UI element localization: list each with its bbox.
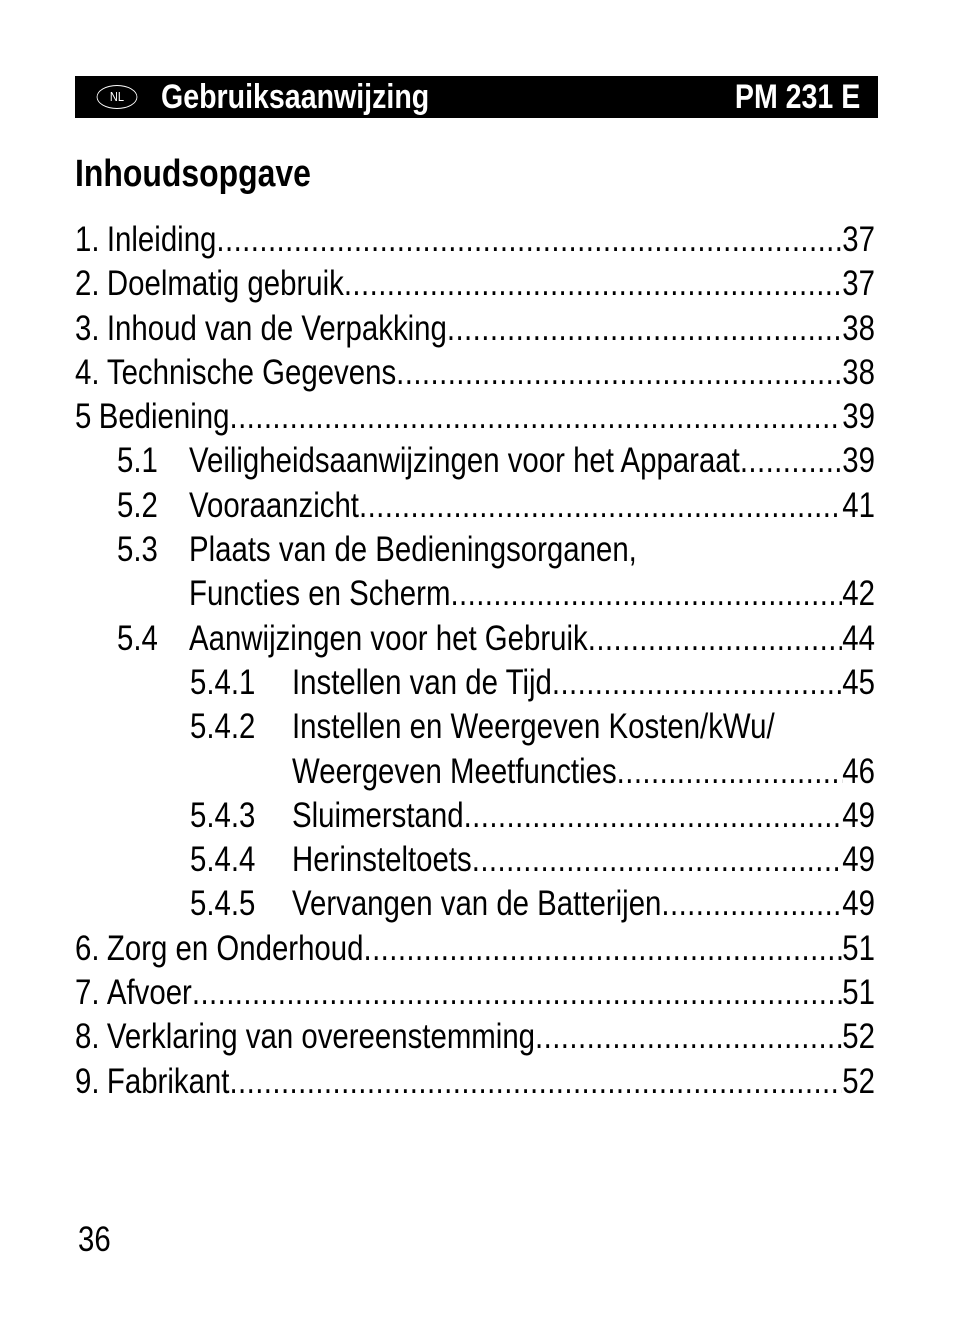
toc-entry-label: Verklaring van overeenstemming (106, 1017, 536, 1057)
toc-leader-dots (535, 1015, 842, 1059)
toc-entry-label: Aanwijzingen voor het Gebruik (188, 618, 588, 658)
toc-entry-label: Zorg en Onderhoud (106, 928, 364, 968)
header-model: PM 231 E (734, 78, 860, 116)
toc-entry (75, 794, 875, 838)
toc-entry-page: 37 (842, 264, 875, 304)
toc-leader-dots (229, 395, 842, 439)
toc-leader-dots (344, 262, 842, 306)
toc-entry-page: 51 (842, 973, 875, 1013)
toc-entry-label: Vooraanzicht (188, 485, 359, 525)
toc-entry-page: 44 (842, 618, 875, 658)
toc-leader-dots (359, 484, 842, 528)
toc-entry-number (117, 572, 189, 616)
toc-entry-number: 1. (75, 220, 100, 259)
toc-entry (75, 307, 875, 351)
toc-leader-dots (229, 1060, 842, 1104)
toc-entry-page: 49 (842, 795, 875, 835)
toc-entry-label: Doelmatig gebruik (106, 264, 344, 304)
toc-entry (75, 617, 875, 661)
toc-entry-page: 38 (842, 308, 875, 348)
toc-leader-dots (396, 351, 842, 395)
toc-leader-dots (617, 750, 843, 794)
toc-entry (75, 661, 875, 705)
toc-entry (75, 1015, 875, 1059)
toc-entry-number: 2. (75, 264, 100, 304)
toc-entry-page: 45 (842, 662, 875, 702)
toc-entry-page: 37 (842, 220, 875, 259)
toc-entry-label: Functies en Scherm (188, 574, 451, 614)
toc-entry-page: 38 (842, 352, 875, 392)
toc-entry (75, 705, 875, 749)
toc-entry (75, 484, 875, 528)
header-bar (75, 76, 878, 118)
toc-leader-dots (447, 307, 842, 351)
toc-entry-number: 6. (75, 928, 100, 968)
toc-entry-number: 9. (75, 1061, 100, 1101)
toc-entry (75, 572, 875, 616)
toc-entry-number: 5 (75, 397, 92, 437)
header-title: Gebruiksaanwijzing (161, 78, 430, 116)
toc-entry-number: 7. (75, 973, 100, 1013)
toc-entry-number: 5.4.5 (190, 884, 256, 924)
toc-leader-dots (661, 882, 842, 926)
toc-leader-dots (552, 661, 842, 705)
toc-entry-number: 3. (75, 308, 100, 348)
toc-entry (75, 395, 875, 439)
toc-leader-dots (216, 218, 842, 262)
toc-leader-dots (472, 838, 843, 882)
toc-entry-label: Bediening (98, 397, 230, 437)
toc-entry-label: Technische Gegevens (106, 352, 397, 392)
toc-entry (75, 1060, 875, 1104)
toc-entry (75, 882, 875, 926)
toc-entry-number: 5.4.3 (190, 795, 256, 835)
page-number: 36 (78, 1220, 111, 1259)
toc-entry-label: Plaats van de Bedieningsorganen, (188, 530, 637, 570)
toc-title: Inhoudsopgave (75, 153, 311, 195)
toc-leader-dots (740, 439, 842, 483)
toc-entry-number: 5.2 (117, 485, 158, 525)
toc-entry-number (190, 750, 292, 794)
toc-entry-label: Sluimerstand (291, 795, 464, 835)
toc-entry-number: 4. (75, 352, 100, 392)
toc-entry-page: 51 (842, 928, 875, 968)
toc-entry-number: 5.4.4 (190, 840, 256, 880)
toc-leader-dots (192, 971, 842, 1015)
toc-entry-page: 39 (842, 397, 875, 437)
toc-entry-number: 5.1 (117, 441, 158, 481)
toc-entry-page: 49 (842, 884, 875, 924)
toc-entry-page: 39 (842, 441, 875, 481)
toc-entry-number: 5.4.2 (190, 707, 256, 747)
toc-entry-page: 42 (842, 574, 875, 614)
toc-entry-label: Inhoud van de Verpakking (106, 308, 447, 348)
toc-leader-dots (450, 572, 842, 616)
toc-entry-page: 49 (842, 840, 875, 880)
language-badge: NL (97, 85, 138, 109)
toc-entry-number: 8. (75, 1017, 100, 1057)
toc-entry-label: Vervangen van de Batterijen (291, 884, 662, 924)
toc-entry (75, 218, 875, 262)
toc-entry-page: 52 (842, 1061, 875, 1101)
toc-entry (75, 439, 875, 483)
toc-entry-label: Instellen en Weergeven Kosten/kWu/ (291, 707, 775, 747)
toc-entry-label: Inleiding (106, 220, 217, 259)
table-of-contents (75, 218, 875, 1104)
toc-entry (75, 528, 875, 572)
toc-leader-dots (464, 794, 843, 838)
toc-entry-number: 5.4 (117, 618, 158, 658)
toc-entry-page: 52 (842, 1017, 875, 1057)
toc-entry (75, 838, 875, 882)
toc-entry-number: 5.3 (117, 530, 158, 570)
toc-leader-dots (588, 617, 843, 661)
toc-entry (75, 262, 875, 306)
toc-entry (75, 750, 875, 794)
toc-entry-label: Fabrikant (106, 1061, 230, 1101)
toc-entry (75, 927, 875, 971)
toc-entry (75, 971, 875, 1015)
toc-entry-label: Veiligheidsaanwijzingen voor het Apparaat (188, 441, 740, 481)
toc-entry-page: 41 (842, 485, 875, 525)
toc-entry-number: 5.4.1 (190, 662, 256, 702)
toc-entry-label: Instellen van de Tijd (291, 662, 552, 702)
toc-entry (75, 351, 875, 395)
toc-entry-page: 46 (842, 751, 875, 791)
toc-entry-label: Weergeven Meetfuncties (291, 751, 617, 791)
toc-entry-label: Afvoer (106, 973, 192, 1013)
toc-leader-dots (363, 927, 842, 971)
toc-entry-label: Herinsteltoets (291, 840, 472, 880)
